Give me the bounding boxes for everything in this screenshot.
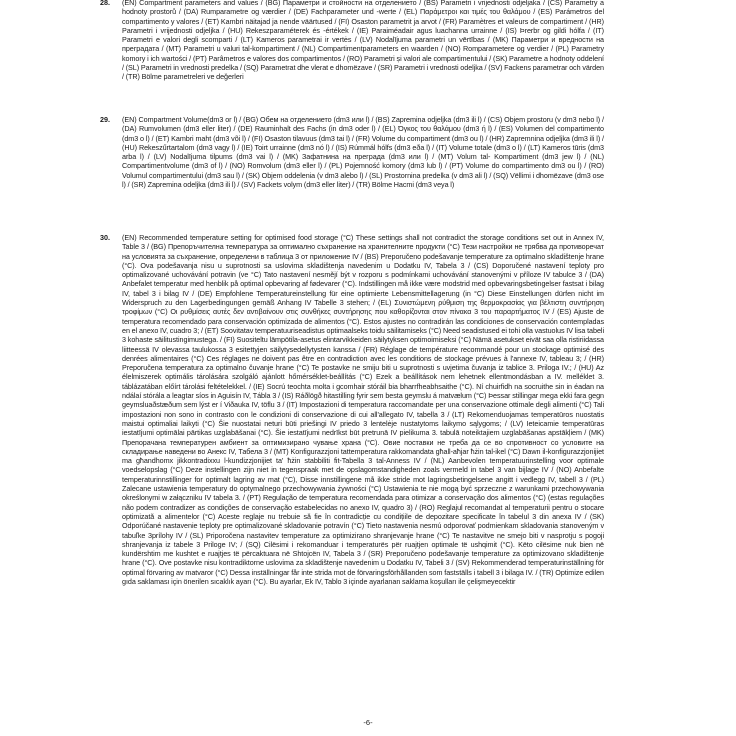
entry-28: [100, 0, 604, 82]
entry-30: [100, 233, 604, 586]
entry-29: [100, 115, 604, 190]
page-number: -6-: [363, 718, 373, 727]
entry-text: (EN) Compartment parameters and values / (BG) Параметри и стойности на отделението / (BS) Parametri i vrijednosti odjeljaka / (CS) Parametry a hodnoty prostorů / (DA) Rumparametre og værdier / (DE) Fachparameter und -werte / (EL) Παράμετροι και τιμές του θαλάμου / (ES) Parámetros del compartimento y valores / (ET) Kambri näitajad ja nende väärtused / (FI) Osaston parametrit ja arvot / (FR) Paramètres et valeurs de compartiment / (HR) Parametri i vrijednosti odjeljka / (HU) Rekeszparaméterek és -értékek / (IE) Paraiméadair agus luachanna urrainne / (IS) Þrerbr og gildi hólfa / (IT) Parametri e valori degli scomparti / (LT) Kameros parametrai ir vertės / (LV) Nodalījuma parametri un vērtības / (MK) Параметри и вредности на преградата / (MT) Parametri u valuri tal-kompartiment / (NL) Compartimentparameters en waarden / (NO) Romparametere og verdier / (PL) Parametry komory i ich wartości / (PT) Parâmetros e valores dos compartimentos / (RO) Parametri și valori ale compartimentului / (SK) Parametre a hodnoty oddelení / (SL) Parametri in vrednosti predelka / (SQ) Parametrat dhe vlerat e dhomëzave / (SR) Parametri i vrednosti odeljka / (SV) Fackens parametrar och värden / (TR) Bölme parametreleri ve değerleri: [122, 0, 604, 82]
entry-text: (EN) Compartment Volume(dm3 or l) / (BG) Обем на отделението (dm3 или l) / (BS) Zapremina odjeljka (dm3 ili l) / (CS) Objem prostoru (v dm3 nebo l) / (DA) Rumvolumen (dm3 eller liter) / (DE) Rauminhalt des Fachs (in dm3 oder l) / (EL) Όγκος του θαλάμου (dm3 ή l) / (ES) Volumen del compartimento (dm3 o l) / (ET) Kambri maht (dm3 või l) / (FI) Osaston tilavuus (dm3 tai l) / (FR) Volume du compartiment (dm3 ou l) / (HR) Zapremnina odjeljka (dm3 ili l) / (HU) Rekeszűrtartalom (dm3 vagy l) / (IE) Toirt urrainne (dm3 nó l) / (IS) Rúmmál hólfs (dm3 eða l) / (IT) Volume totale (dm3 o l) / (LT) Kameros tūris (dm3 arba l) / (LV) Nodalījuma tilpums (dm3 vai l) / (MK) Зафатнина на преграда (dm3 или l) / (MT) Volum tal- Kompartiment (dm3 jew l) / (NL) Compartimentvolume (dm3 of l) / (NO) Romvolum (dm3 eller l) / (PL) Pojemność komory (dm3 lub l) / (PT) Volume do compartimento dm3 ou l) / (RO) Volumul compartimentului (dm3 sau l) / (SK) Objem oddelenia (v dm3 alebo l) / (SL) Prostornina predelka (v dm3 ali l) / (SQ) Vëllimi i dhomëzave (dm3 ose l) / (SR) Zapremina odeljka (dm3 ili l) / (SV) Fackets volym (dm3 eller liter) / (TR) Bölme Hacmi (dm3 veya l): [122, 115, 604, 190]
entry-text: (EN) Recommended temperature setting for optimised food storage (°C) These settings shall not contradict the storage conditions set out in Annex IV, Table 3 / (BG) Препоръчителна температура за оптимално съхранение на хранителните продукти (°C) Тези настройки не трябва да противоречат на условията за съхранение, определени в таблица 3 от приложение IV / (BS) Preporučeno podešavanje temperature za optimalno skladištenje hrane (°C). Ova podešavanja nisu u suprotnosti sa uslovima skladištenja navedenim u Dodatku IV, Tabela 3 / (CS) Doporučené nastavení teploty pro optimalizované uchovávání potravin (ve °C) Tato nastavení nesmějí být v rozporu s podmínkami uchovávání stanovenými v příloze IV tabulce 3 / (DA) Anbefalet temperatur med henblik på optimal opbevaring af fødevarer (°C). Indstillingen må ikke være modstrid med opbevaringsbetingelser fastsat i bilag IV, tabel 3 i bilag IV / (DE) Empfohlene Temperatureinstellung für eine optimierte Lebensmittellagerung (in °C) Diese Einstellungen dürfen nicht im Widerspruch zu den Lagerbedingungen gemäß Anhang IV Tabelle 3 stehen; / (EL) Συνιστώμενη ρύθμιση της θερμοκρασίας για βέλτιστη συντήρηση τροφίμων (°C) Οι ρυθμίσεις αυτές δεν αντιβαίνουν στις συνθήκες συντήρησης που καθορίζονται στον πίνακα 3 του παραρτήματος IV / (ES) Ajuste de temperatura recomendado para conservación optimizada de alimentos (°C). Estos ajustes no contradirán las condiciones de conservación contempladas en el anexo IV, cuadro 3; / (ET) Soovitatav temperatuuriseadistus optimaalseks toidu säilitamiseks (°C) Need seadistused ei tohi olla vastuolus IV lisa tabeli 3 kohaste säilitustingimustega. / (FI) Suositeltu lämpötila-asetus elintarvikkeiden säilytyksen optimoimiseksi (°C) Nämä asetukset eivät saa olla ristiriidassa liitteessä IV olevassa taulukossa 3 esitettyjen säilytysedellytysten kanssa / (FR) Réglage de température recommandé pour un stockage optimisé des denrées alimentaires (°C) Ces réglages ne doivent pas être en contradiction avec les conditions de stockage prévues à l'annexe IV, tableau 3; / (HR) Preporučena temperatura za optimalno čuvanje hrane (°C) Te postavke ne smiju biti u suprotnosti s uvjetima čuvanja iz tablice 3. Priloga IV.; / (HU) Az élelmiszerek optimális tárolására szolgáló ajánlott hőmérséklet-beállítás (°C) Ezek a beállítások nem lehetnek ellentmondásban a IV. melléklet 3. táblázatában előírt tárolási feltételekkel. / (IE) Socrú teochta molta i gcomhair stóráil bia bharrfheabhsaithe (°C). Ní chuirfidh na socruithe sin in éadan na ndálaí stórála a leagtar síos in Aguisín IV, Tábla 3 / (IS) Ráðlögð hitastilling fyrir sem besta geymslu á matvælum (°C) Þessar stillingar mega ekki fara gegn geymsluaðstæðum sem lýst er í Viðauka IV, töflu 3 / (IT) Impostazioni di temperatura raccomandate per una conservazione ottimale degli alimenti (°C) Tali impostazioni non sono in contrasto con le condizioni di conservazione di cui all'allegato IV, tabella 3 / (LT) Rekomenduojamas temperatūros nuostatis maistui optimaliai laikyti (°C) Šie nuostatai neturi būti priešingi IV priedo 3 lentelėje nustatytoms laikymo sąlygoms; / (LV) Ieteicamie temperatūras iestatījumi optimālai pārtikas uzglabāšanai (°C). Šie iestatījumi nedrīkst būt pretrunā IV pielikuma 3. tabulā noteiktajiem uzglabāšanas apstākļiem / (MK) Препорачана температурен амбиент за оптимизирано чување храна (°C). Овие поставки не треба да се во спротивност со условите на складирање наведени во Анекс IV, Табела 3 / (MT) Konfigurazzjoni tattemperatura rakkomandata għall-aħjar ħżin tal-ikel (°C) Dawn il-konfigurazzjonijiet ma għandhomx jikkontradixxu l-kundizzjonijiet ta' ħżin stabbiliti fit-Tabella 3 tal-Anness IV / (NL) Aanbevolen temperatuurinstelling voor optimale voedselopslag (°C) Deze instellingen zijn niet in tegenspraak met de opslagomstandigheden zoals vermeld in tabel 3 van bijlage IV / (NO) Anbefalte temperaturinnstillinger for optimalt lagring av mat (°C), Disse innstillingene må ikke stride mot lagringsbetingelsene angitt i vedlegg IV, tabell 3 / (PL) Zalecane ustawienia temperatury do optymalnego przechowywania żywności (°C) Ustawienia te nie mogą być sprzeczne z warunkami przechowywania określonymi w załączniku IV tabela 3. / (PT) Regulação de temperatura recomendada para otimizar a conservação dos alimentos (°C) (estas regulações não podem contradizer as condições de conservação estabelecidas no anexo IV, quadro 3) / (RO) Reglajul recomandat al temperaturii pentru o stocare optimizată a alimentelor (°C) Aceste reglaje nu trebuie să fie în contradicție cu condițiile de depozitare specificate în tabelul 3 din anexa IV / (SK) Odporúčané nastavenie teploty pre optimalizované skladovanie potravín (°C) Tieto nastavenia nesmú odporovať podmienkam skladovania stanoveným v tabuľke 3prílohy IV / (SL) Priporočena nastavitev temperature za optimizirano shranjevanje hrane (°C) Te nastavitve ne smejo biti v nasprotju s pogoji shranjevanja iz tabele 3 Priloge IV; / (SQ) Cilësimi i rekomanduar i temperaturës për ruajtjen optimale të ushqimit (°C). Këto cilësime nuk bien në kundërshtim me kushtet e ruajtjes të përcaktuara në Shtojcën IV, Tabela 3 / (SR) Preporučeno podešavanje temperature za optimizovano skladištenje hrane (°C). Ove postavke nisu kontradiktorne uslovima za skladištenje navedenim u Dodatku IV, Tabeli 3 / (SV) Rekommenderad temperaturinställning för optimal förvaring av matvaror (°C) Dessa inställningar får inte strida mot de förvaringsförhållanden som fastställs i tabell 3 i bilaga IV. / (TR) Optimize edilen gıda saklaması için önerilen sıcaklık ayarı (°C). Bu ayarlar, Ek IV, Tablo 3 içinde ayarlanan saklama koşulları ile çelişmeyecektir: [122, 233, 604, 586]
entry-number: 29.: [100, 115, 110, 124]
entry-number: 30.: [100, 233, 110, 242]
entry-number: 28.: [100, 0, 110, 7]
